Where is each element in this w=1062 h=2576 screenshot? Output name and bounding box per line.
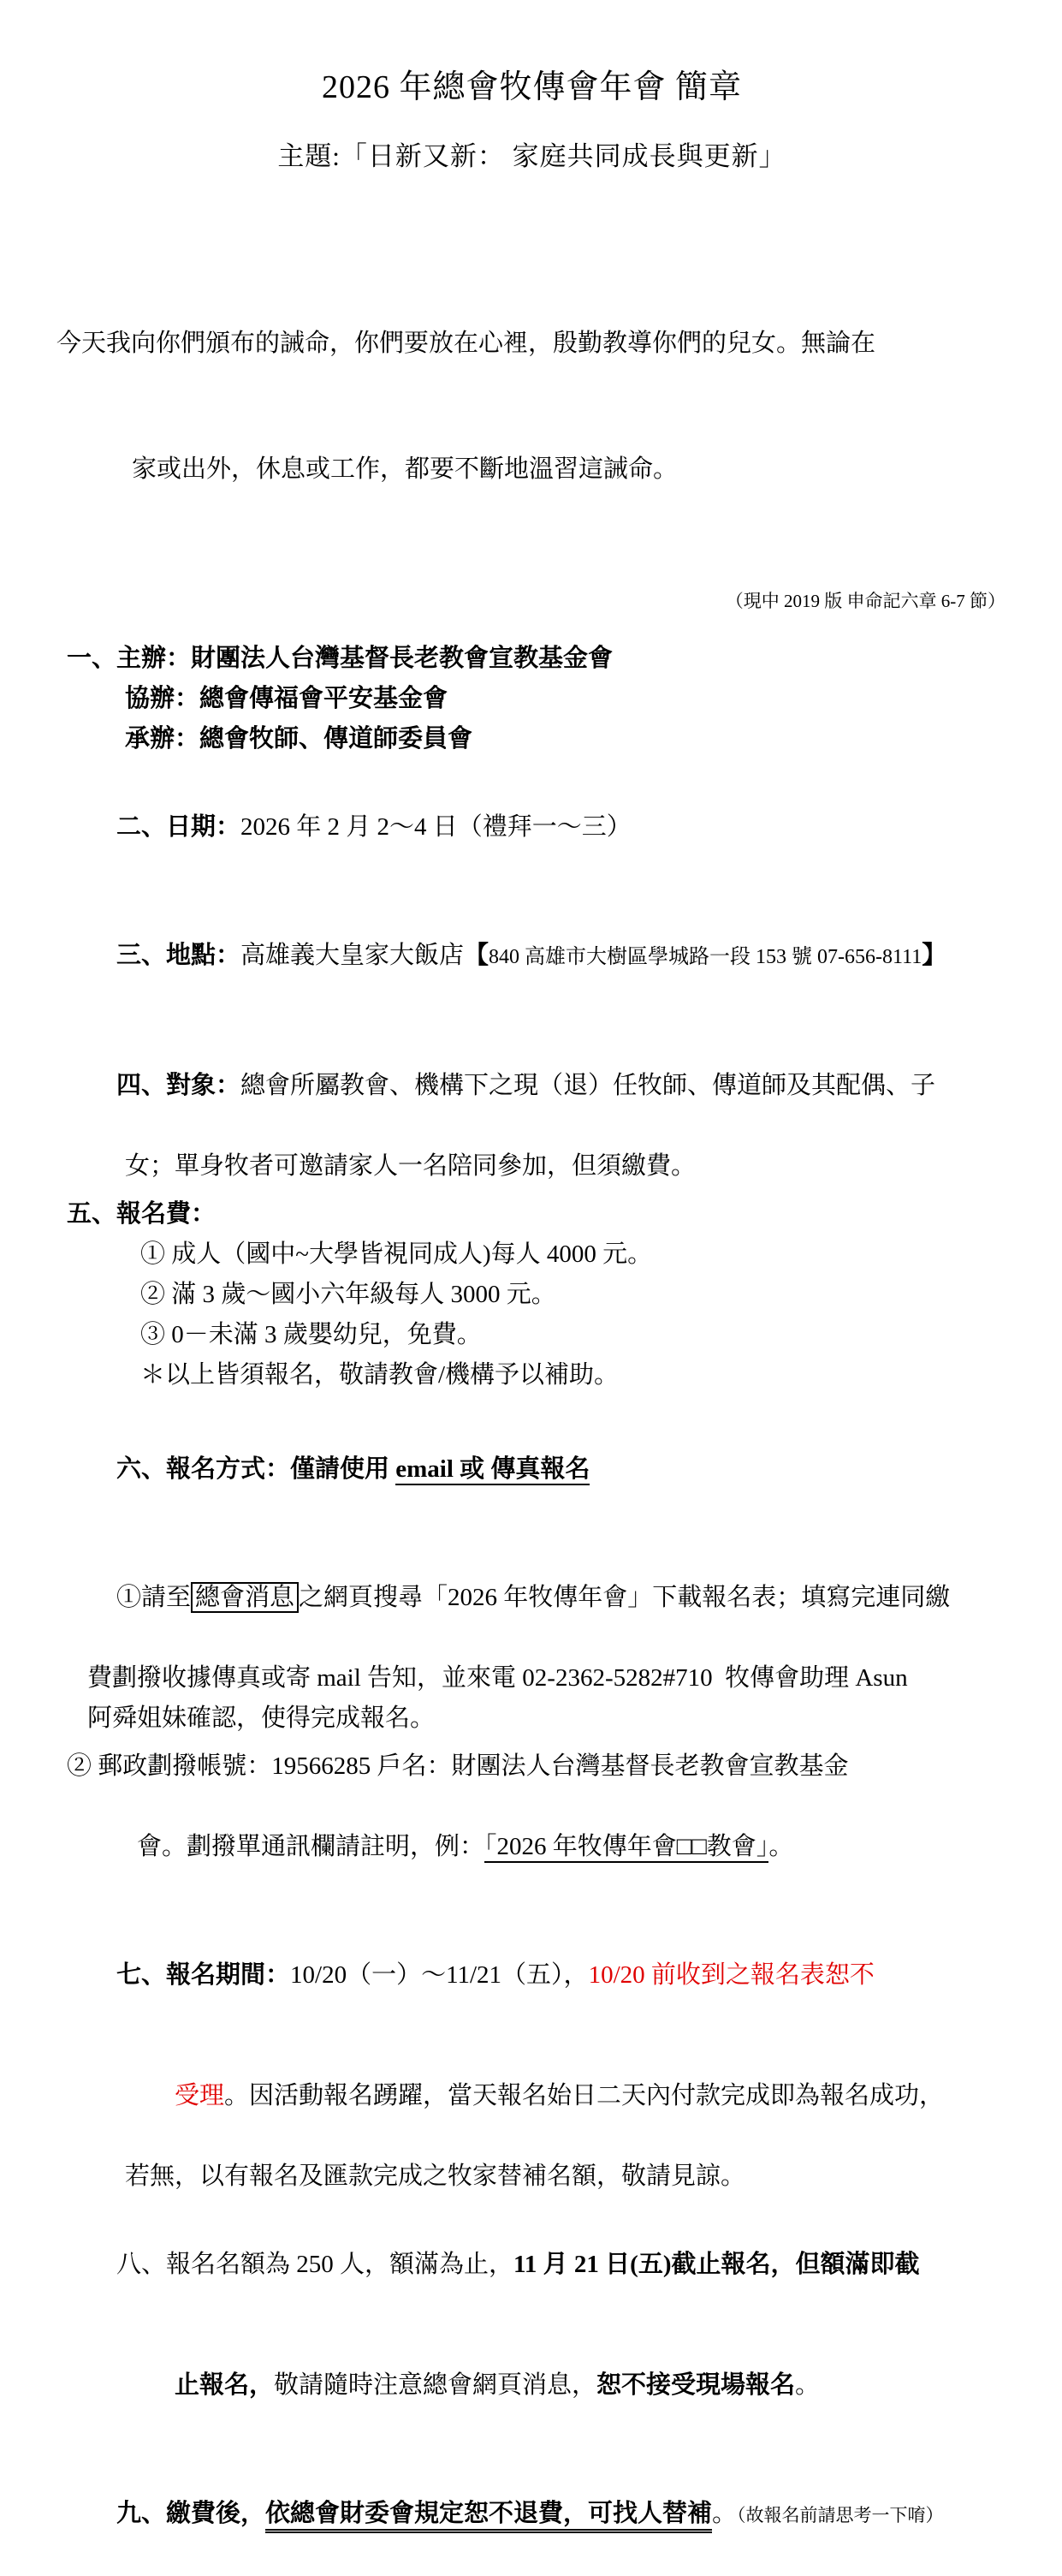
quota-text-2: 敬請隨時注意總會網頁消息， — [274, 2371, 597, 2399]
date-label: 二、日期： — [116, 813, 241, 841]
item-date — [67, 767, 1007, 888]
audience-text-2: 女；單身牧者可邀請家人一名陪同參加，但須繳費。 — [125, 1152, 697, 1180]
period-label: 七、報名期間： — [116, 1961, 291, 1989]
fee-infant: ③ 0－未滿 3 歲嬰幼兒，免費。 — [140, 1321, 482, 1348]
step2-line-1: ② 郵政劃撥帳號：19566285 戶名：財團法人台灣基督長老教會宣教基金 — [67, 1752, 849, 1780]
period-warning-2: 受理 — [175, 2082, 225, 2109]
registration-step-2 — [67, 1746, 1007, 1907]
doc-subtitle: 主題:「日新又新： 家庭共同成長與更新」 — [277, 141, 786, 171]
step2-line2-example: 「2026 年牧傳年會□□教會」 — [484, 1833, 768, 1863]
period-dates: 10/20（一）～11/21（五）， — [290, 1961, 589, 1989]
refund-period-mark: 。 — [712, 2500, 738, 2527]
co-organizer-line: 協辦：總會傳福會平安基金會 — [125, 685, 448, 712]
step1-boxed-link: 總會消息 — [191, 1582, 299, 1613]
period-text-2: 。因活動報名踴躍，當天報名始日二天內付款完成即為報名成功， — [224, 2082, 945, 2109]
item-location — [67, 895, 1007, 1018]
items-list — [56, 639, 1007, 2576]
quota-text-3: 。 — [795, 2371, 821, 2399]
quota-text-1: 八、報名名額為 250 人，額滿為止， — [116, 2251, 514, 2278]
refund-policy-underlined: 依總會財委會規定恕不退費，可找人替補 — [265, 2500, 712, 2533]
period-warning-1: 10/20 前收到之報名表恕不 — [588, 1961, 875, 1989]
location-label: 三、地點： — [116, 942, 241, 969]
refund-prefix: 九、繳費後， — [116, 2500, 266, 2527]
step2-line2-suffix: 。 — [768, 1833, 794, 1860]
item-registration-period — [67, 1915, 1007, 2197]
bracket-open: 【 — [464, 942, 489, 969]
scripture-quote — [56, 238, 1007, 575]
item-organizers — [67, 639, 1007, 759]
step2-line2-prefix: 會。劃撥單通訊欄請註明，例： — [137, 1833, 485, 1860]
venue-name: 高雄義大皇家大飯店 — [240, 942, 465, 969]
quota-bold-2: 止報名， — [175, 2371, 275, 2399]
step1-line-2: 費劃撥收據傳真或寄 mail 告知，並來電 02-2362-5282#710 牧傳會助理 Asun — [87, 1664, 908, 1692]
audience-text-1: 總會所屬教會、機構下之現（退）任牧師、傳道師及其配偶、子 — [240, 1072, 936, 1099]
scripture-reference: （現中 2019 版 申命記六章 6-7 節） — [725, 591, 1006, 611]
item-fees — [67, 1194, 1007, 1395]
registration-step-1 — [67, 1538, 1007, 1739]
fee-child: ② 滿 3 歲～國小六年級每人 3000 元。 — [140, 1281, 556, 1308]
quote-line-2: 家或出外，休息或工作，都要不斷地溫習這誡命。 — [132, 455, 679, 483]
registration-method-label: 六、報名方式：僅請使用 — [116, 1455, 396, 1483]
period-text-3: 若無，以有報名及匯款完成之牧家替補名額，敬請見諒。 — [125, 2163, 746, 2190]
step1-prefix: ①請至 — [116, 1584, 192, 1611]
undertaker-line: 承辦：總會牧師、傳道師委員會 — [125, 725, 473, 753]
step1-line-3: 阿舜姐妹確認，使得完成報名。 — [87, 1704, 436, 1732]
fee-note: ＊以上皆須報名，敬請教會/機構予以補助。 — [140, 1361, 620, 1389]
item-quota — [67, 2204, 1007, 2446]
item-registration-method — [67, 1409, 1007, 1530]
fees-label: 五、報名費： — [67, 1200, 217, 1228]
item-refund-policy — [67, 2454, 1007, 2576]
organizer-line: 一、主辦：財團法人台灣基督長老教會宣教基金會 — [67, 645, 614, 672]
refund-note: （故報名前請思考一下唷） — [737, 2505, 944, 2525]
bracket-close: 】 — [922, 942, 947, 969]
doc-title: 2026 年總會牧傳會年會 簡章 — [321, 69, 742, 105]
registration-method-underlined: email 或 傳真報名 — [395, 1455, 590, 1485]
quota-no-onsite-bold: 恕不接受現場報名 — [596, 2371, 796, 2399]
venue-address: 840 高雄市大樹區學城路一段 153 號 07-656-8111 — [489, 946, 923, 968]
date-value: 2026 年 2 月 2～4 日（禮拜一～三） — [240, 813, 632, 841]
quota-deadline-bold: 11 月 21 日(五)截止報名，但額滿即截 — [513, 2251, 920, 2278]
step1-rest: 之網頁搜尋「2026 年牧傳年會」下載報名表；填寫完連同繳 — [299, 1584, 951, 1611]
item-audience — [67, 1026, 1007, 1187]
audience-label: 四、對象： — [116, 1072, 241, 1099]
quote-line-1: 今天我向你們頒布的誡命，你們要放在心裡，殷勤教導你們的兒女。無論在 — [56, 330, 876, 357]
fee-adult: ① 成人（國中~大學皆視同成人)每人 4000 元。 — [140, 1240, 653, 1268]
